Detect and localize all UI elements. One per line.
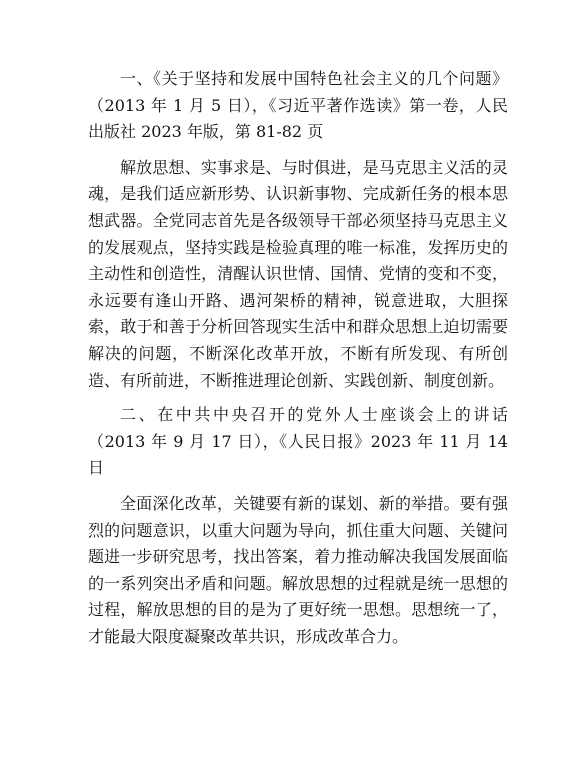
section-2-body: 全面深化改革，关键要有新的谋划、新的举措。要有强烈的问题意识，以重大问题为导向，抓住重大问题、关键问题进一步研究思考，找出答案，着力推动解决我国发展面临的一系列突出矛盾和问题。解放思想的过程就是统一思想的过程，解放思想的目的是为了更好统一思想。思想统一了，才能最大限度凝聚改革共识，形成改革合力。 [88,493,508,646]
document-page [88,66,508,658]
section-2-heading: 二、在中共中央召开的党外人士座谈会上的讲话（2013 年 9 月 17 日），《人民日报》2023 年 11 月 14 日 [88,405,508,478]
section-1-body: 解放思想、实事求是、与时俱进，是马克思主义活的灵魂，是我们适应新形势、认识新事物、完成新任务的根本思想武器。全党同志首先是各级领导干部必须坚持马克思主义的发展观点，坚持实践是检验真理的唯一标准，发挥历史的主动性和创造性，清醒认识世情、国情、党情的变和不变，永远要有逢山开路、遇河架桥的精神，锐意进取，大胆探索，敢于和善于分析回答现实生活中和群众思想上迫切需要解决的问题，不断深化改革开放，不断有所发现、有所创造、有所前进，不断推进理论创新、实践创新、制度创新。 [88,157,508,390]
section-1-heading: 一、《关于坚持和发展中国特色社会主义的几个问题》（2013 年 1 月 5 日），《习近平著作选读》第一卷，人民出版社 2023 年版，第 81-82 页 [88,69,508,142]
